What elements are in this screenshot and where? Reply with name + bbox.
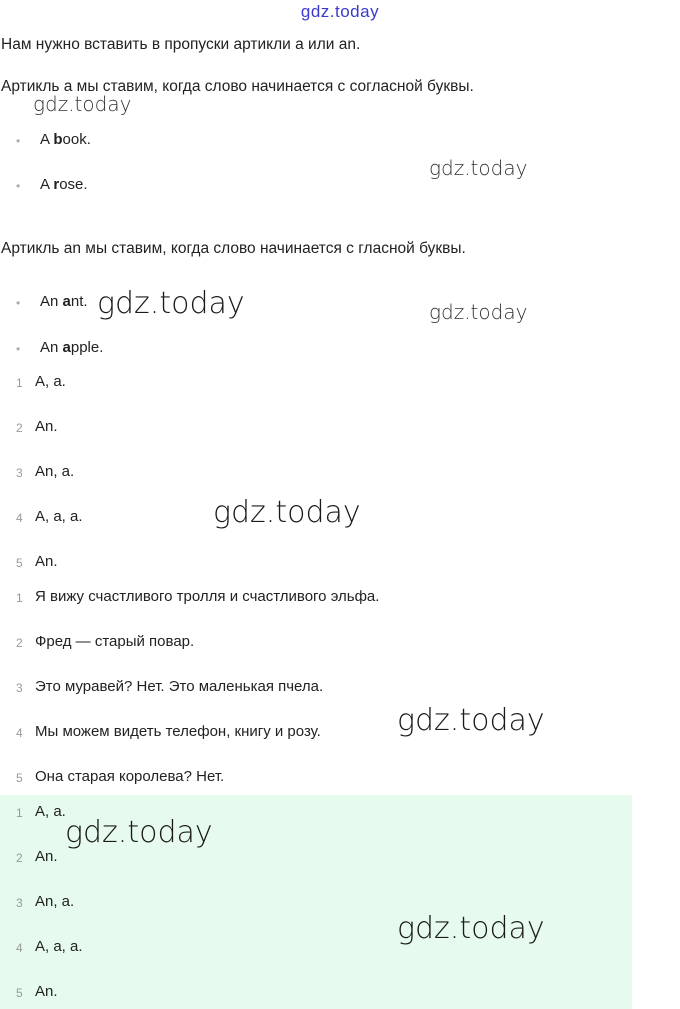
answer-item: An.	[35, 983, 58, 1000]
watermark: gdz.today	[65, 815, 213, 850]
answer-number: 1	[16, 376, 23, 390]
translation-item: Это муравей? Нет. Это маленькая пчела.	[35, 678, 324, 695]
answer-number: 4	[16, 941, 23, 955]
example-an-1: • An ant.	[40, 293, 88, 310]
answer-number: 3	[16, 896, 23, 910]
answer-number: 5	[16, 556, 23, 570]
watermark: gdz.today	[429, 300, 528, 324]
watermark: gdz.today	[397, 911, 545, 946]
watermark: gdz.today	[33, 92, 132, 116]
rule-a-text: Артикль a мы ставим, когда слово начинается с согласной буквы.	[1, 78, 474, 95]
watermark: gdz.today	[429, 156, 528, 180]
answer-item: An, a.	[35, 893, 75, 910]
watermark: gdz.today	[397, 703, 545, 738]
answer-number: 5	[16, 986, 23, 1000]
translation-item: Мы можем видеть телефон, книгу и розу.	[35, 723, 321, 740]
answer-number: 3	[16, 466, 23, 480]
intro-text: Нам нужно вставить в пропуски артикли a или an.	[1, 36, 361, 53]
translation-number: 2	[16, 636, 23, 650]
watermark: gdz.today	[97, 286, 245, 321]
translation-number: 1	[16, 591, 23, 605]
answer-item: A, a, a.	[35, 938, 83, 955]
example-a-1: • A book.	[40, 131, 91, 148]
translation-item: Фред — старый повар.	[35, 633, 195, 650]
answer-number: 2	[16, 421, 23, 435]
answer-number: 1	[16, 806, 23, 820]
answer-item: A, a.	[35, 803, 66, 820]
answer-number: 4	[16, 511, 23, 525]
answer-item: A, a.	[35, 373, 66, 390]
watermark: gdz.today	[213, 495, 361, 530]
site-brand-header[interactable]: gdz.today	[300, 2, 380, 21]
translation-item: Я вижу счастливого тролля и счастливого эльфа.	[35, 588, 380, 605]
example-a-2: • A rose.	[40, 176, 88, 193]
answer-item: A, a, a.	[35, 508, 83, 525]
answer-item: An.	[35, 418, 58, 435]
translation-number: 4	[16, 726, 23, 740]
answer-number: 2	[16, 851, 23, 865]
answer-item: An.	[35, 553, 58, 570]
rule-an-text: Артикль an мы ставим, когда слово начинается с гласной буквы.	[1, 240, 466, 257]
answer-item: An, a.	[35, 463, 75, 480]
example-an-2: • An apple.	[40, 339, 103, 356]
translation-item: Она старая королева? Нет.	[35, 768, 225, 785]
translation-number: 3	[16, 681, 23, 695]
answer-item: An.	[35, 848, 58, 865]
translation-number: 5	[16, 771, 23, 785]
